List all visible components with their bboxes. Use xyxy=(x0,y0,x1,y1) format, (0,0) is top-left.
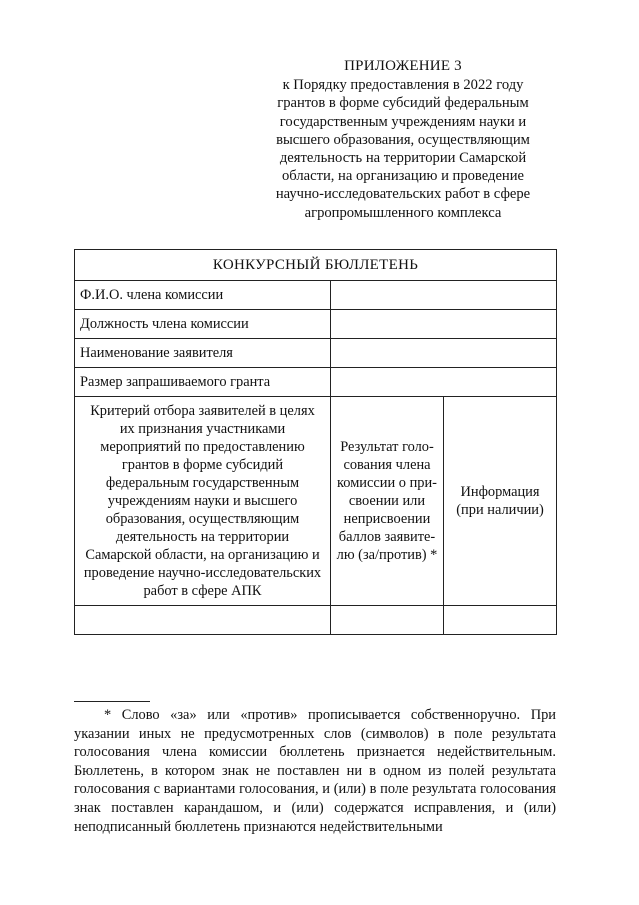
footnote-divider xyxy=(74,701,150,702)
criteria-line: Самарской области, на организацию и xyxy=(85,547,320,563)
field-row-member-name xyxy=(75,281,557,310)
result-line: Результат голо- xyxy=(340,439,434,455)
criteria-line: проведение научно-исследовательских xyxy=(83,565,322,581)
appendix-line: деятельность на территории Самарской xyxy=(279,150,527,167)
criteria-line: Критерий отбора заявителей в целях xyxy=(90,403,315,419)
result-line: неприсвоении xyxy=(343,511,431,527)
appendix-line: агропромышленного комплекса xyxy=(304,204,502,221)
result-entry-cell[interactable] xyxy=(331,606,444,635)
appendix-line: высшего образования, осуществляющим xyxy=(276,131,530,148)
criteria-line: учреждениям науки и высшего xyxy=(107,493,298,509)
footnote-text: * Слово «за» или «против» прописывается собственноручно. При указании иных не предусмотренных слов (символов) в поле результата голосования члена комиссии бюллетень признается недействительным. Бюллетень, в котором знак не поставлен ни в одном из полей результата голосования с вариантами голосования, и (или) в поле результата голосования знак поставлен карандашом, и (или) содержатся исправления, и (или) неподписанный бюллетень признаются недействительными xyxy=(74,707,556,835)
appendix-line: к Порядку предоставления в 2022 году xyxy=(282,77,524,94)
appendix-title: ПРИЛОЖЕНИЕ 3 xyxy=(344,58,462,74)
criteria-entry-cell[interactable] xyxy=(75,606,331,635)
appendix-line: грантов в форме субсидий федеральным xyxy=(277,95,529,112)
appendix-header xyxy=(268,57,538,222)
info-line: (при наличии) xyxy=(456,502,544,518)
info-entry-cell[interactable] xyxy=(444,606,557,635)
result-line: сования члена xyxy=(343,457,431,473)
field-row-member-position xyxy=(75,310,557,339)
result-line: баллов заявите- xyxy=(338,529,436,545)
field-label: Должность члена комиссии xyxy=(75,310,331,339)
criteria-line: их признания участниками xyxy=(119,421,286,437)
result-line: своении или xyxy=(348,493,426,509)
vote-entry-row xyxy=(75,606,557,635)
result-line: лю (за/против) * xyxy=(336,547,438,563)
field-value-cell[interactable] xyxy=(331,368,557,397)
field-label: Ф.И.О. члена комиссии xyxy=(75,281,331,310)
field-value-cell[interactable] xyxy=(331,339,557,368)
appendix-line: научно-исследовательских работ в сфере xyxy=(275,186,531,203)
criteria-line: федеральным государственным xyxy=(105,475,300,491)
criteria-line: образования, осуществляющим xyxy=(105,511,300,527)
criteria-line: деятельность на территории xyxy=(115,529,290,545)
field-value-cell[interactable] xyxy=(331,281,557,310)
field-row-grant-amount xyxy=(75,368,557,397)
info-header-cell xyxy=(444,397,557,606)
ballot-table xyxy=(74,249,557,635)
criteria-line: грантов в форме субсидий xyxy=(121,457,284,473)
field-label: Наименование заявителя xyxy=(75,339,331,368)
field-value-cell[interactable] xyxy=(331,310,557,339)
appendix-line: государственным учреждениям науки и xyxy=(279,113,527,130)
field-label: Размер запрашиваемого гранта xyxy=(75,368,331,397)
result-header-cell xyxy=(331,397,444,606)
result-line: комиссии о при- xyxy=(337,475,437,491)
criteria-line: мероприятий по предоставлению xyxy=(100,439,305,455)
ballot-title: КОНКУРСНЫЙ БЮЛЛЕТЕНЬ xyxy=(75,250,557,281)
field-row-applicant-name xyxy=(75,339,557,368)
criteria-header-row xyxy=(75,397,557,606)
criteria-line: работ в сфере АПК xyxy=(143,583,262,599)
info-line: Информация xyxy=(460,484,540,500)
appendix-line: области, на организацию и проведение xyxy=(281,168,525,185)
criteria-header-cell xyxy=(75,397,331,606)
